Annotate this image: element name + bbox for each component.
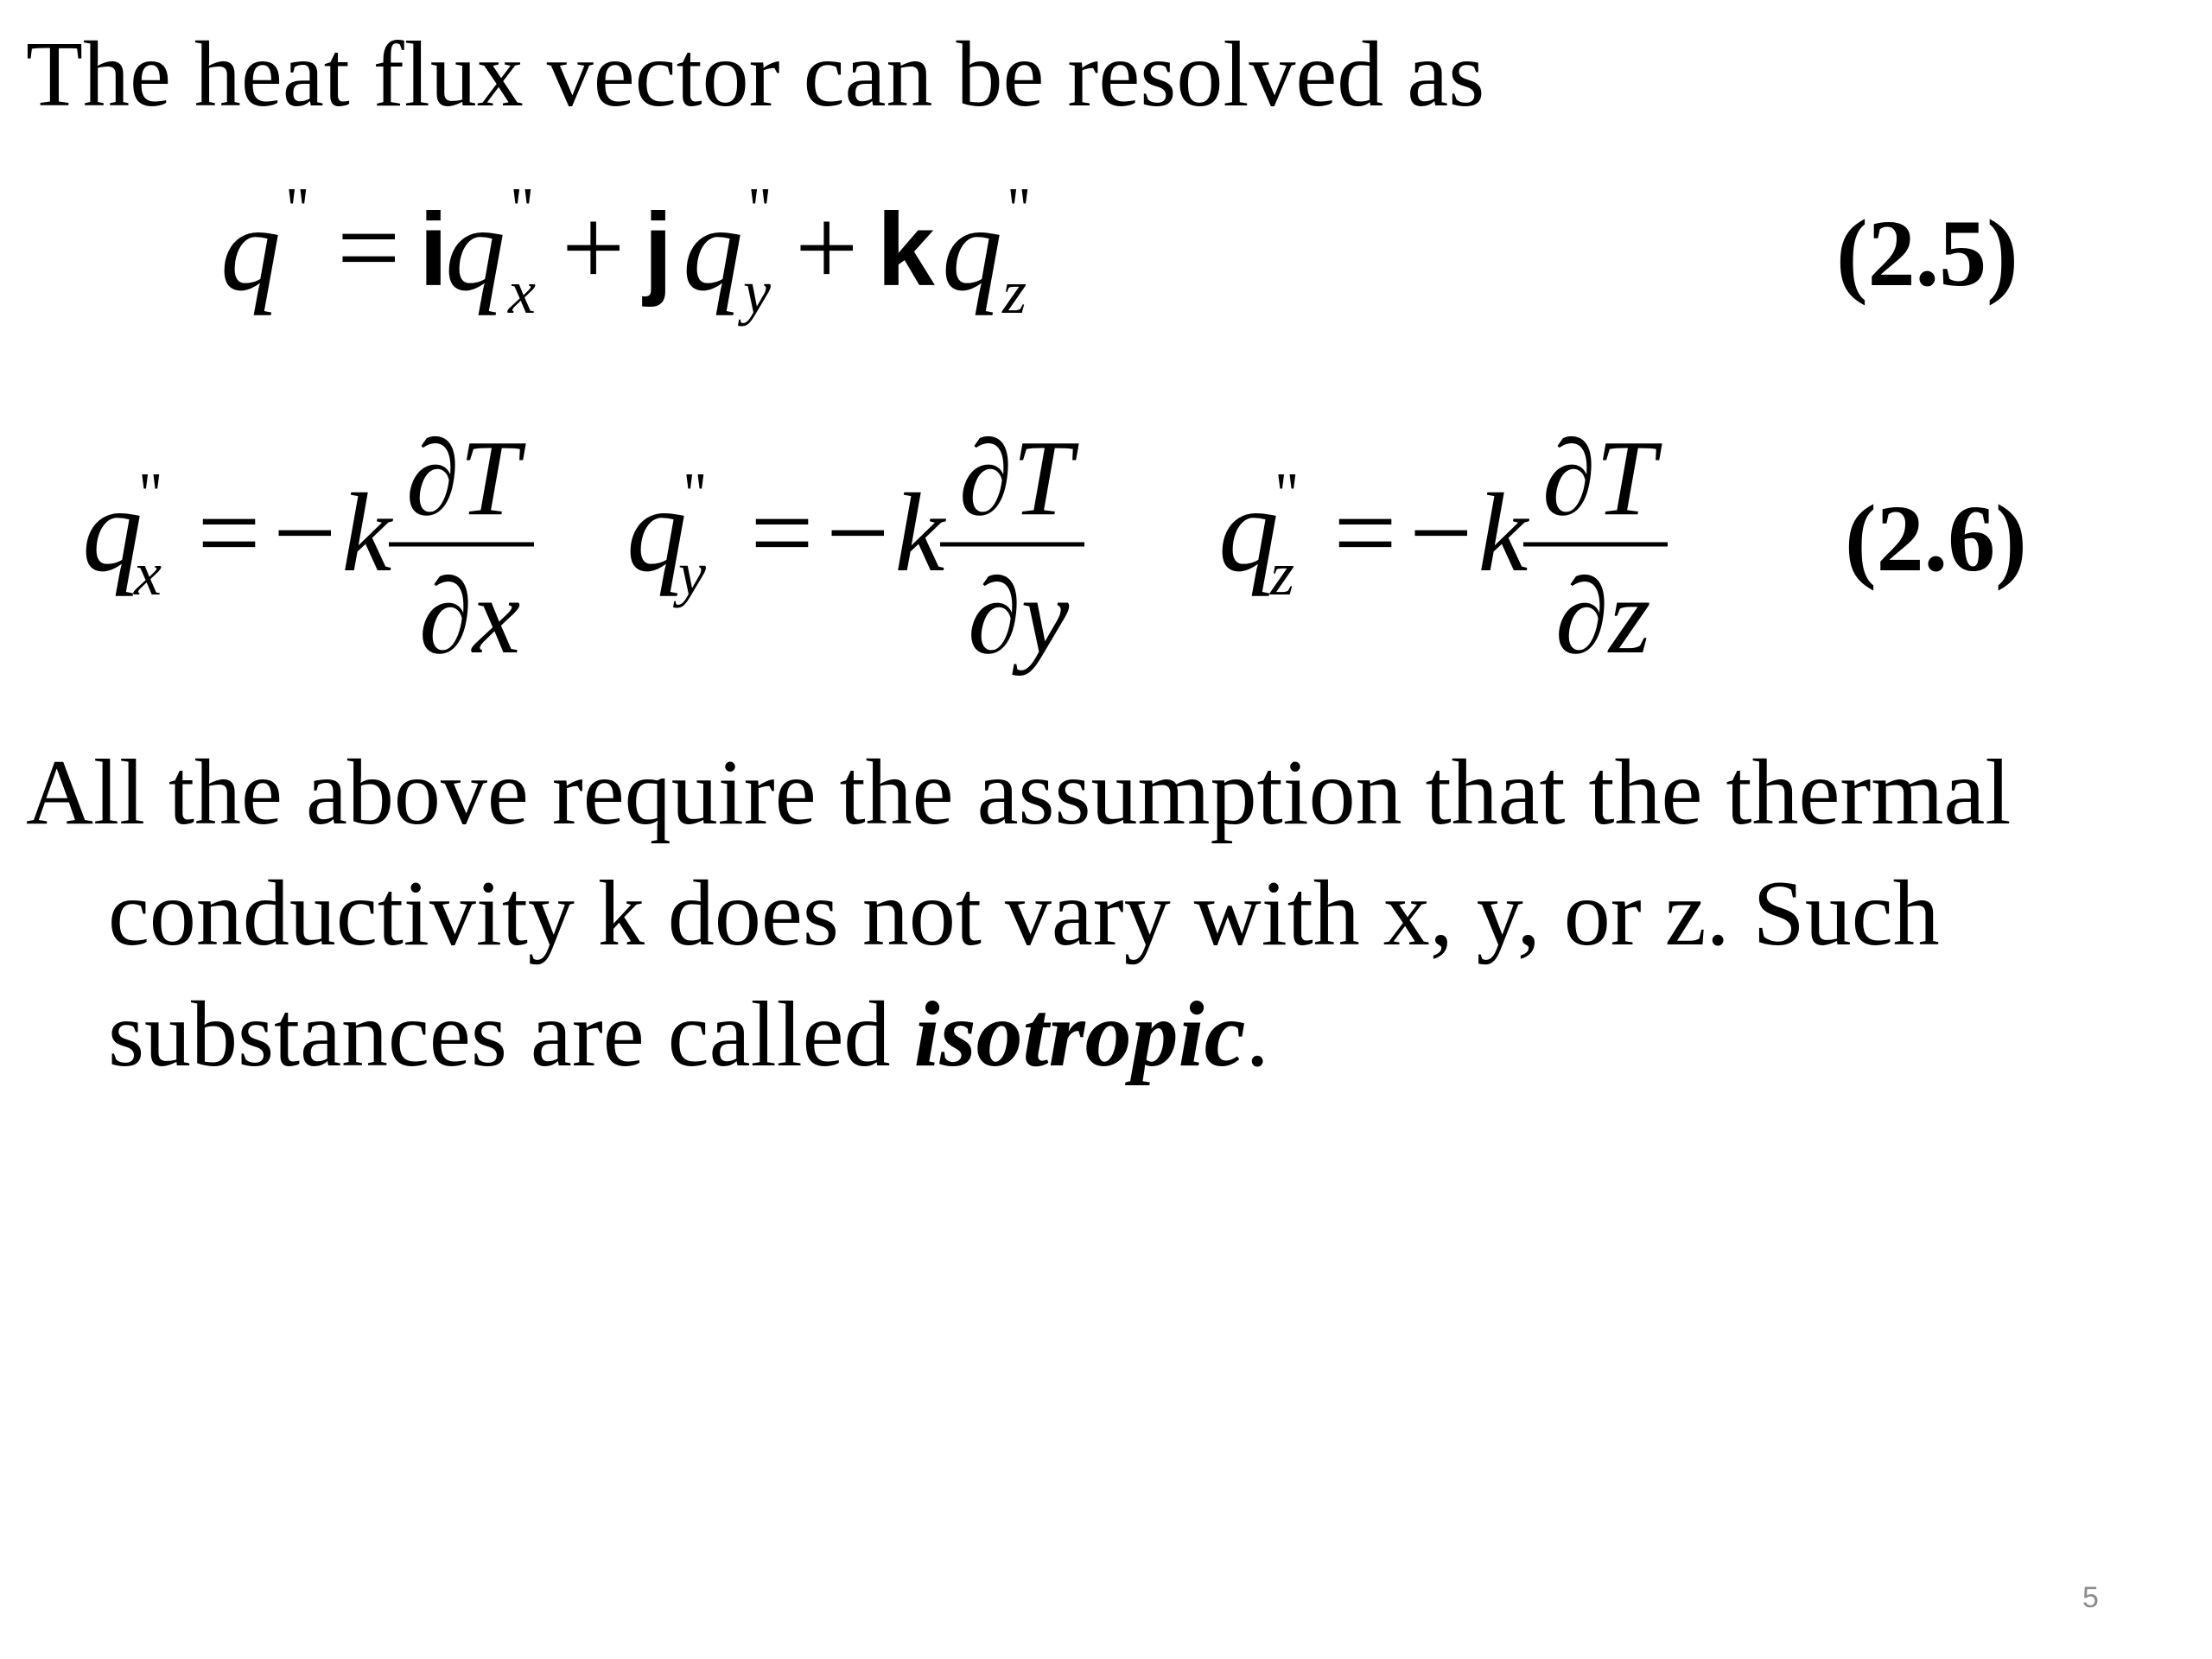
eq25-k: k [877, 192, 935, 308]
eq26-minus-k-z: =−k [1326, 471, 1529, 595]
eq25-qy-prime: " [747, 176, 772, 243]
eq26-num-z: ∂T [1542, 419, 1656, 538]
eq26-minus-k-x: =−k [190, 471, 392, 595]
slide-number: 5 [2082, 1581, 2099, 1614]
eq26-num-x: ∂T [406, 419, 520, 538]
intro-text: The heat flux vector can be resolved as [26, 23, 1485, 126]
eq26-den-z: ∂z [1555, 557, 1651, 677]
eq26-qz-prime: " [1274, 461, 1300, 528]
eq26-qy-prime: " [683, 461, 708, 528]
equation-2-5 [220, 176, 2018, 327]
eq26-qy: q [626, 463, 687, 597]
eq26-den-y: ∂y [968, 557, 1070, 677]
eq26-qz: q [1218, 463, 1279, 597]
equations [0, 0, 2212, 709]
eq25-j: j [644, 192, 673, 308]
eq25-sub-y: y [743, 257, 771, 327]
eq26-sub-z: z [1270, 539, 1295, 608]
body-paragraph [26, 733, 2212, 1096]
eq26-num-y: ∂T [959, 419, 1073, 538]
eq25-plus-2: + [795, 186, 859, 310]
eq25-q: q [220, 182, 281, 316]
eq25-number: (2.5) [1836, 200, 2018, 306]
eq26-qx: q [82, 463, 143, 597]
eq26-sub-y: y [678, 539, 706, 608]
eq25-sub-x: x [508, 257, 536, 327]
eq25-sub-z: z [1002, 257, 1027, 327]
eq25-i: i [419, 192, 448, 308]
eq25-plus-1: + [562, 186, 626, 310]
eq26-qx-prime: " [138, 461, 163, 528]
eq26-sub-x: x [134, 539, 162, 608]
eq26-den-x: ∂x [419, 557, 521, 677]
eq25-qx: q [445, 182, 505, 316]
isotropic-term: isotropic [913, 983, 1246, 1086]
eq25-qy: q [683, 182, 743, 316]
eq25-qz: q [942, 182, 1002, 316]
paragraph-period: . [1245, 983, 1269, 1086]
eq25-qx-prime: " [510, 176, 535, 243]
eq25-q-prime: " [285, 176, 310, 243]
equation-2-6 [82, 419, 2027, 677]
eq25-qz-prime: " [1007, 176, 1032, 243]
eq26-minus-k-y: =−k [743, 471, 945, 595]
paragraph-text: All the above require the assumption that the thermal conductivity k does not vary with x, y, or z. Such substances are called [26, 741, 2012, 1086]
eq25-equals: = [337, 186, 401, 310]
eq26-number: (2.6) [1845, 486, 2027, 591]
